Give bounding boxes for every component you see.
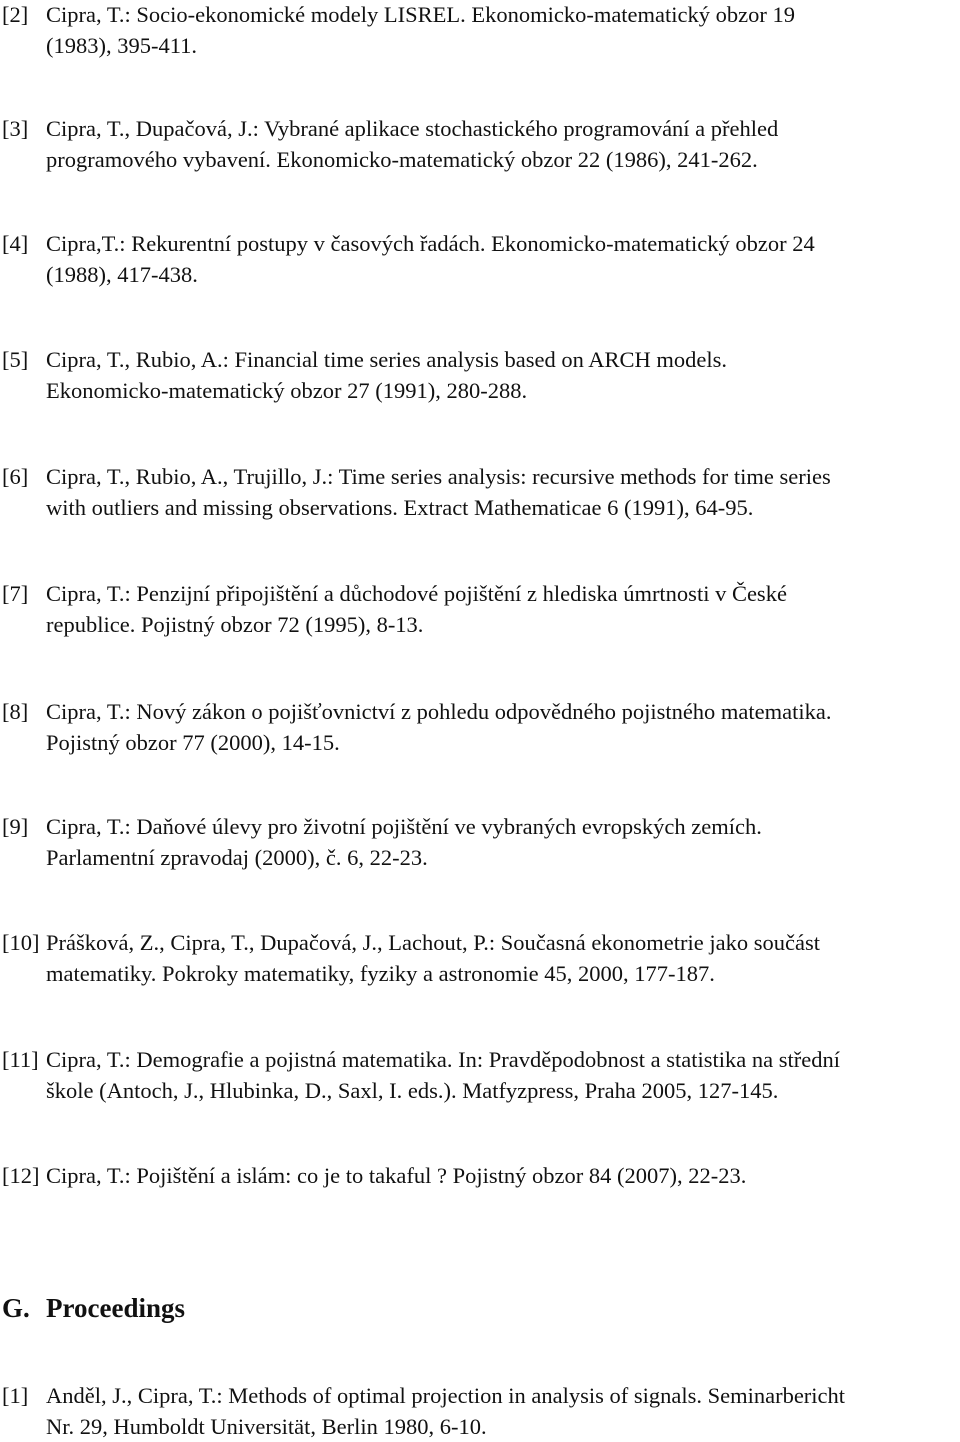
reference-12 <box>0 1160 960 1191</box>
reference-8 <box>0 696 960 758</box>
reference-number: [10] <box>2 930 40 955</box>
reference-number: [6] <box>2 464 29 489</box>
reference-number: [1] <box>2 1383 29 1408</box>
section-title: Proceedings <box>46 1293 185 1323</box>
reference-text: Prášková, Z., Cipra, T., Dupačová, J., Lachout, P.: Současná ekonometrie jako součást matematiky. Pokroky matematiky, fyziky a astronomie 45, 2000, 177-187. <box>46 930 820 986</box>
reference-number: [2] <box>2 2 29 27</box>
reference-9 <box>0 811 960 873</box>
reference-text: Cipra, T.: Nový zákon o pojišťovnictví z pohledu odpovědného pojistného matematika. Pojistný obzor 77 (2000), 14-15. <box>46 699 832 755</box>
reference-number: [8] <box>2 699 29 724</box>
reference-10 <box>0 927 960 989</box>
reference-number: [12] <box>2 1163 40 1188</box>
reference-6 <box>0 461 960 523</box>
reference-4 <box>0 228 960 290</box>
reference-5 <box>0 344 960 406</box>
reference-number: [5] <box>2 347 29 372</box>
reference-text: Cipra, T., Dupačová, J.: Vybrané aplikace stochastického programování a přehled programového vybavení. Ekonomicko-matematický obzor 22 (1986), 241-262. <box>46 116 779 172</box>
proceedings-reference-1 <box>0 1380 960 1442</box>
reference-text: Cipra, T., Rubio, A., Trujillo, J.: Time series analysis: recursive methods for time series with outliers and missing observations. Extract Mathematicae 6 (1991), 64-95. <box>46 464 831 520</box>
section-heading <box>2 1291 185 1325</box>
reference-text: Cipra,T.: Rekurentní postupy v časových řadách. Ekonomicko-matematický obzor 24 (1988), 417-438. <box>46 231 815 287</box>
reference-text: Cipra, T.: Pojištění a islám: co je to takaful ? Pojistný obzor 84 (2007), 22-23. <box>46 1163 747 1188</box>
reference-number: [4] <box>2 231 29 256</box>
reference-11 <box>0 1044 960 1106</box>
reference-3 <box>0 113 960 175</box>
reference-7 <box>0 578 960 640</box>
reference-text: Cipra, T.: Socio-ekonomické modely LISREL. Ekonomicko-matematický obzor 19 (1983), 395-411. <box>46 2 796 58</box>
reference-text: Anděl, J., Cipra, T.: Methods of optimal projection in analysis of signals. Seminarbericht Nr. 29, Humboldt Universität, Berlin 1980, 6-10. <box>46 1383 846 1439</box>
section-letter: G. <box>2 1293 30 1323</box>
reference-number: [3] <box>2 116 29 141</box>
reference-text: Cipra, T., Rubio, A.: Financial time series analysis based on ARCH models. Ekonomicko-matematický obzor 27 (1991), 280-288. <box>46 347 727 403</box>
reference-text: Cipra, T.: Daňové úlevy pro životní pojištění ve vybraných evropských zemích. Parlamentní zpravodaj (2000), č. 6, 22-23. <box>46 814 762 870</box>
reference-text: Cipra, T.: Penzijní připojištění a důchodové pojištění z hlediska úmrtnosti v České republice. Pojistný obzor 72 (1995), 8-13. <box>46 581 787 637</box>
reference-number: [7] <box>2 581 29 606</box>
reference-2 <box>0 0 960 61</box>
reference-number: [9] <box>2 814 29 839</box>
reference-text: Cipra, T.: Demografie a pojistná matematika. In: Pravděpodobnost a statistika na střední škole (Antoch, J., Hlubinka, D., Saxl, I. eds.). Matfyzpress, Praha 2005, 127-145. <box>46 1047 840 1103</box>
reference-number: [11] <box>2 1047 39 1072</box>
